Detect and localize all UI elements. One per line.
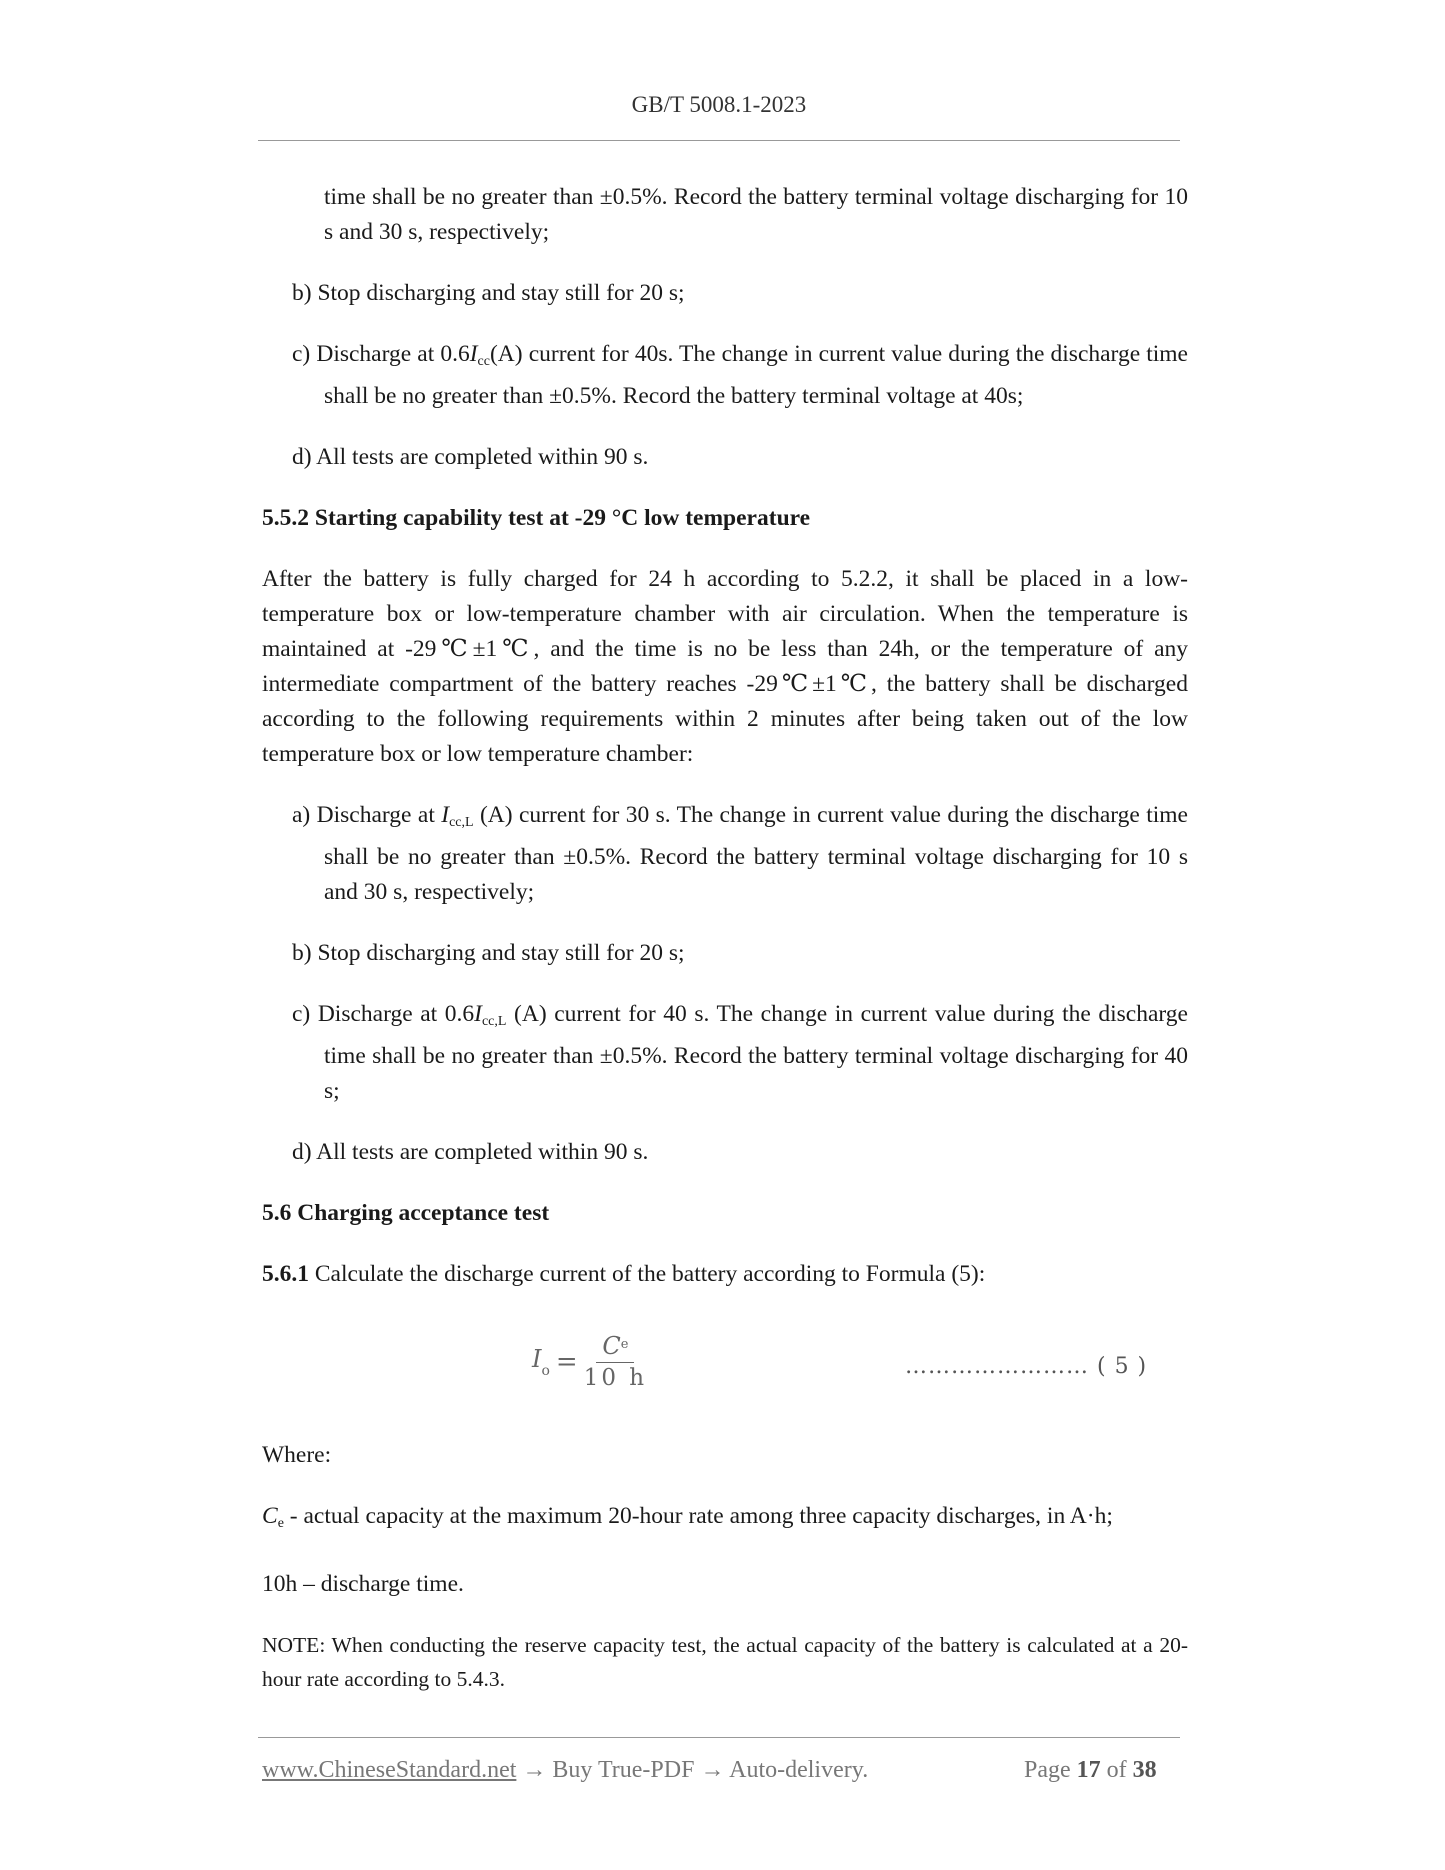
formula-numerator: Ce bbox=[596, 1332, 634, 1363]
formula-expression bbox=[532, 1332, 647, 1391]
list-item-c: c) Discharge at $0.6I_{cc,L}$ (A) current for 40 s. The change in current value during the discharge time shall be no greater than ±0.5%. Record the battery terminal voltage discharging for 40 s; bbox=[292, 1001, 1188, 1104]
definition-10h: 10h – discharge time. bbox=[262, 1571, 464, 1597]
note-text: NOTE: When conducting the reserve capacity test, the actual capacity of the battery is calculated at a 20-hour rate according to 5.4.3. bbox=[262, 1633, 1188, 1691]
formula-5 bbox=[262, 1322, 1188, 1412]
where-label: Where: bbox=[262, 1442, 332, 1468]
footer-promo: www.ChineseStandard.net → Buy True-PDF → Auto-delivery. bbox=[262, 1757, 869, 1783]
list-item-b: b) Stop discharging and stay still for 20 s; bbox=[292, 940, 685, 966]
list-item-d: d) All tests are completed within 90 s. bbox=[292, 444, 649, 470]
website-link[interactable]: www.ChineseStandard.net bbox=[262, 1757, 517, 1783]
formula-lhs: $I_o$ bbox=[532, 1344, 550, 1379]
footer-divider bbox=[258, 1737, 1180, 1738]
clause-5-6-1: 5.6.1 Calculate the discharge current of the battery according to Formula (5): bbox=[262, 1261, 986, 1287]
header-divider bbox=[258, 140, 1180, 141]
list-item-c: c) Discharge at $0.6I_{cc}(A)$ current for 40s. The change in current value during the discharge time shall be no greater than ±0.5%. Record the battery terminal voltage at 40s; bbox=[292, 341, 1188, 409]
formula-number: …………………… ( 5 ) bbox=[905, 1354, 1148, 1379]
page-indicator: Page 17 of 38 bbox=[1024, 1757, 1157, 1783]
list-item-a: a) Discharge at $I_{cc,L}$ (A) current for 30 s. The change in current value during the discharge time shall be no greater than ±0.5%. Record the battery terminal voltage discharging for 10 s and 30 s, respectively; bbox=[292, 802, 1188, 905]
document-header: GB/T 5008.1-2023 bbox=[631, 92, 807, 117]
definition-ce: $C_e$ - actual capacity at the maximum 20-hour rate among three capacity discharges, in A·h; bbox=[262, 1503, 1113, 1531]
formula-fraction bbox=[584, 1332, 647, 1391]
list-item-b: b) Stop discharging and stay still for 20 s; bbox=[292, 280, 685, 306]
list-item-a-continued: time shall be no greater than ±0.5%. Record the battery terminal voltage discharging for 10 s and 30 s, respectively; bbox=[324, 184, 1188, 245]
section-heading-5-6: 5.6 Charging acceptance test bbox=[262, 1200, 550, 1226]
section-heading-5-5-2: 5.5.2 Starting capability test at -29 °C low temperature bbox=[262, 505, 811, 531]
formula-equals: = bbox=[555, 1346, 578, 1377]
page-content bbox=[262, 180, 1188, 1696]
list-item-d: d) All tests are completed within 90 s. bbox=[292, 1139, 649, 1165]
formula-denominator: 10 h bbox=[583, 1365, 648, 1391]
body-paragraph: After the battery is fully charged for 24 h according to 5.2.2, it shall be placed in a low-temperature box or low-temperature chamber with air circulation. When the temperature is maintained at -29℃±1℃, and the time is no be less than 24h, or the temperature of any intermediate compartment of the battery reaches -29℃±1℃, the battery shall be discharged according to the following requirements within 2 minutes after being taken out of the low temperature box or low temperature chamber: bbox=[262, 566, 1188, 767]
